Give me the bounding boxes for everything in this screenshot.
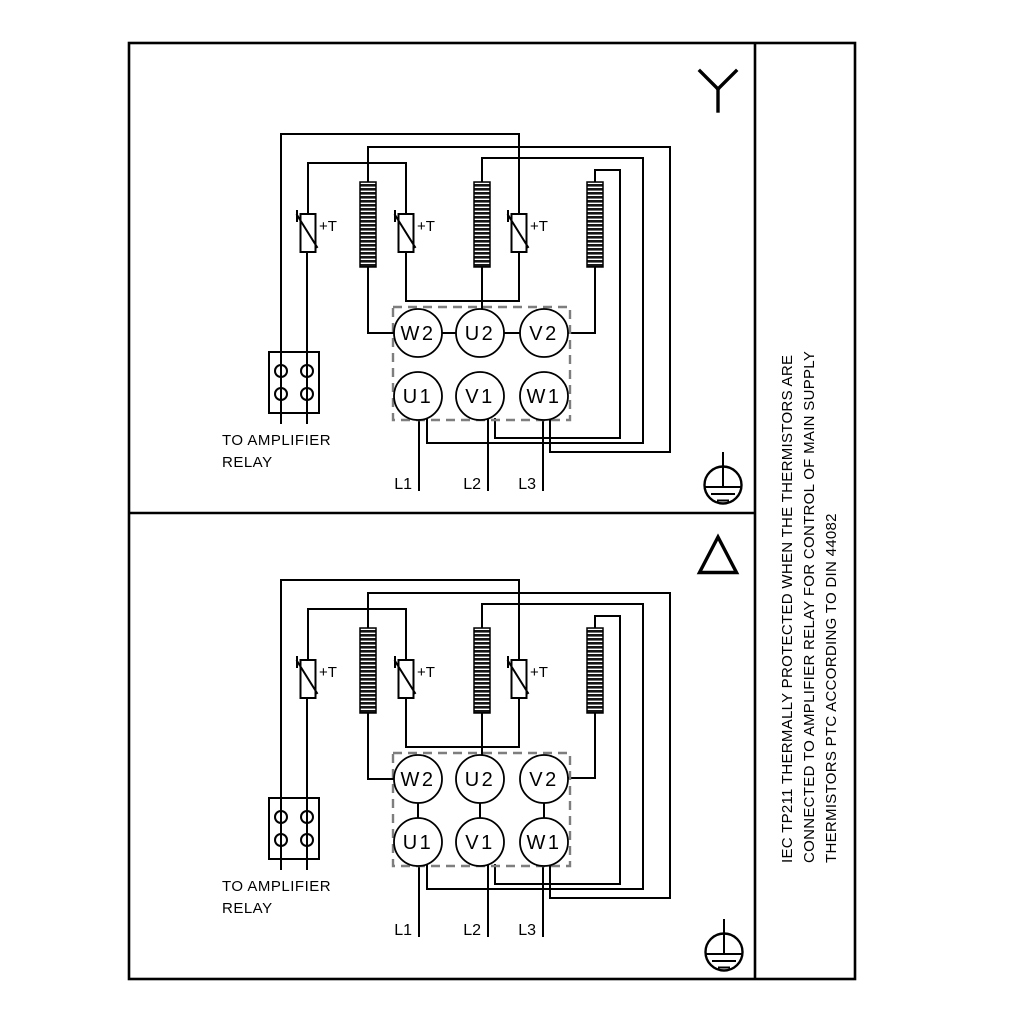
side-note-line2: CONNECTED TO AMPLIFIER RELAY FOR CONTROL OF MAIN SUPPLY <box>801 350 818 863</box>
supply-label-l3: L3 <box>518 476 536 493</box>
amplifier-relay-block <box>269 580 319 869</box>
terminal-w1 <box>520 818 568 866</box>
terminal-v2 <box>520 755 568 803</box>
side-note-line1: IEC TP211 THERMALLY PROTECTED WHEN THE THERMISTORS ARE <box>779 354 796 863</box>
thermistor-label: +T <box>319 664 337 681</box>
amplifier-relay-block <box>269 134 319 423</box>
thermistor-label: +T <box>417 664 435 681</box>
svg-text:V2: V2 <box>529 769 559 791</box>
delta-panel <box>222 580 670 939</box>
thermistor-label: +T <box>417 218 435 235</box>
winding-coil-w <box>360 182 376 267</box>
winding-coil-u <box>474 628 490 713</box>
star-connection-icon <box>700 71 736 111</box>
terminal-w1 <box>520 372 568 420</box>
winding-coil-v <box>587 628 603 713</box>
svg-text:U1: U1 <box>402 832 434 854</box>
side-note <box>779 351 840 863</box>
thermistor-label: +T <box>319 218 337 235</box>
svg-text:U1: U1 <box>402 386 434 408</box>
relay-caption-line1: TO AMPLIFIER <box>222 878 332 895</box>
thermistor-label: +T <box>530 218 548 235</box>
terminal-v1 <box>456 372 504 420</box>
relay-caption-line2: RELAY <box>222 454 273 471</box>
protective-earth-icon <box>705 453 742 504</box>
svg-text:U2: U2 <box>464 323 496 345</box>
terminal-u2 <box>456 309 504 357</box>
winding-coil-w <box>360 628 376 713</box>
svg-text:V1: V1 <box>465 386 495 408</box>
terminal-w2 <box>394 309 442 357</box>
svg-text:U2: U2 <box>464 769 496 791</box>
winding-coil-u <box>474 182 490 267</box>
thermistor-3 <box>508 657 548 698</box>
star-panel <box>222 134 670 493</box>
supply-label-l2: L2 <box>463 476 481 493</box>
svg-text:V2: V2 <box>529 323 559 345</box>
supply-label-l1: L1 <box>394 476 412 493</box>
thermistor-2 <box>395 211 435 252</box>
thermistor-1 <box>297 211 337 252</box>
supply-label-l2: L2 <box>463 922 481 939</box>
terminal-u1 <box>394 818 442 866</box>
thermistor-3 <box>508 211 548 252</box>
relay-caption-line1: TO AMPLIFIER <box>222 432 332 449</box>
svg-text:W2: W2 <box>400 769 436 791</box>
terminal-u1 <box>394 372 442 420</box>
terminal-w2 <box>394 755 442 803</box>
terminal-v2 <box>520 309 568 357</box>
svg-text:V1: V1 <box>465 832 495 854</box>
svg-text:W1: W1 <box>526 832 562 854</box>
delta-connection-icon <box>700 537 737 573</box>
svg-text:W1: W1 <box>526 386 562 408</box>
protective-earth-icon <box>706 920 743 971</box>
thermistor-2 <box>395 657 435 698</box>
relay-caption-line2: RELAY <box>222 900 273 917</box>
svg-text:W2: W2 <box>400 323 436 345</box>
terminal-u2 <box>456 755 504 803</box>
supply-label-l3: L3 <box>518 922 536 939</box>
winding-coil-v <box>587 182 603 267</box>
side-note-line3: THERMISTORS PTC ACCORDING TO DIN 44082 <box>823 513 840 863</box>
thermistor-1 <box>297 657 337 698</box>
supply-label-l1: L1 <box>394 922 412 939</box>
terminal-v1 <box>456 818 504 866</box>
thermistor-label: +T <box>530 664 548 681</box>
